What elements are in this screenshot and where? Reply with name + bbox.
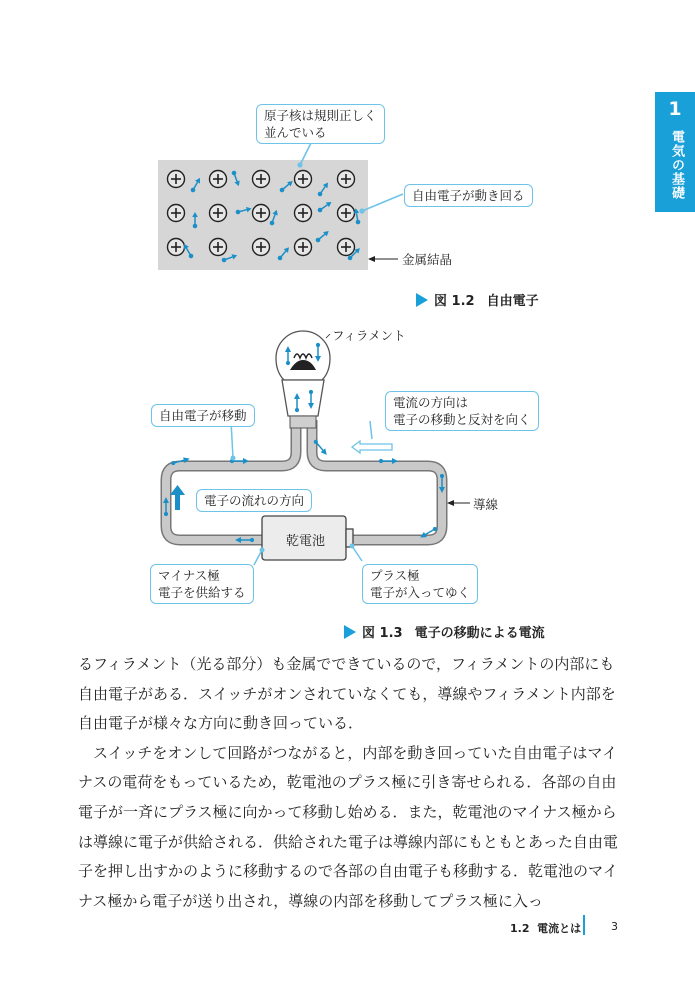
callout-plus-terminal <box>362 564 478 604</box>
page-number: 3 <box>611 920 618 933</box>
callout-plus-line1: プラス極 <box>370 568 420 583</box>
body-text <box>78 650 623 916</box>
callout-current-direction-line2: 電子の移動と反対を向く <box>393 412 531 427</box>
figure-1-2-diagram <box>0 0 695 320</box>
chapter-number: 1 <box>668 98 682 120</box>
callout-current-direction <box>385 391 539 431</box>
callout-free-electrons: 自由電子が動き回る <box>404 184 533 207</box>
footer-section <box>510 920 581 936</box>
figure-1-3-number: 図 1.3 <box>362 626 403 641</box>
bulb-socket <box>282 380 324 416</box>
chapter-title: 電気の基礎 <box>669 130 684 200</box>
callout-nuclei-line2: 並んでいる <box>264 125 327 140</box>
figure-1-2-title: 自由電子 <box>486 294 539 309</box>
footer-divider <box>583 915 585 935</box>
bulb-base <box>290 416 316 428</box>
callout-minus-terminal <box>150 564 254 604</box>
bulb-glass <box>276 331 330 380</box>
battery-label: 乾電池 <box>286 534 326 549</box>
footer-section-title: 電流とは <box>537 922 582 935</box>
callout-plus-line2: 電子が入ってゆく <box>370 585 471 600</box>
figure-1-2-number: 図 1.2 <box>434 294 475 309</box>
callout-minus-line2: 電子を供給する <box>158 585 246 600</box>
figure-1-3-diagram <box>0 320 695 620</box>
caption-triangle-icon <box>344 625 356 639</box>
current-direction-arrow-icon <box>352 441 392 453</box>
callout-nuclei-line1: 原子核は規則正しく <box>264 108 377 123</box>
callout-electron-move: 自由電子が移動 <box>151 404 255 427</box>
callout-current-direction-line1: 電流の方向は <box>393 395 469 410</box>
figure-1-2-caption <box>416 290 539 309</box>
flow-direction-arrow-icon <box>170 485 185 510</box>
footer-section-number: 1.2 <box>510 922 530 935</box>
callout-minus-line1: マイナス極 <box>158 568 220 583</box>
label-filament: フィラメント <box>332 328 406 343</box>
callout-flow-direction: 電子の流れの方向 <box>196 489 312 512</box>
label-metal-crystal: 金属結晶 <box>402 252 453 267</box>
caption-triangle-icon <box>416 293 428 307</box>
label-wire: 導線 <box>473 497 499 512</box>
paragraph-1: るフィラメント（光る部分）も金属でできているので，フィラメントの内部にも自由電子がある．スイッチがオンされていなくても，導線やフィラメント内部を自由電子が様々な方向に動き回っている． <box>78 655 616 733</box>
figure-1-3-title: 電子の移動による電流 <box>414 626 545 641</box>
paragraph-2: スイッチをオンして回路がつながると，内部を動き回っていた自由電子はマイナスの電荷をもっているため，乾電池のプラス極に引き寄せられる．各部の自由電子が一斉にプラス極に向かって移動し始める．また，乾電池のマイナス極からは導線に電子が供給される．供給された電子は導線内部にもともとあった自由電子を押し出すかのように移動するので各部の自由電子も移動する．乾電池のマイナス極から電子が送り出され，導線の内部を移動してプラス極に入っ <box>78 743 618 910</box>
figure-1-3-caption <box>344 622 545 641</box>
callout-nuclei <box>256 104 385 144</box>
